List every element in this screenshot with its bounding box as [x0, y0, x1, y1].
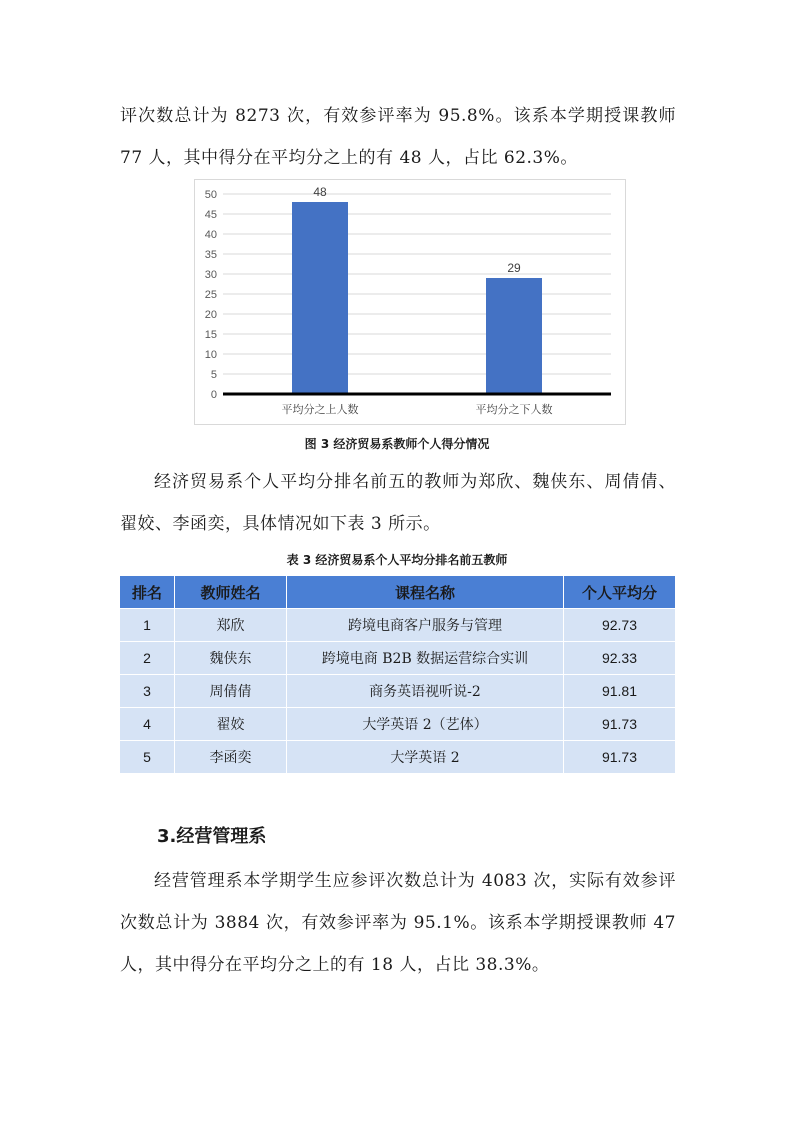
y-tick-label: 20 — [204, 309, 217, 321]
bar-chart-svg — [195, 180, 625, 424]
data-label: 29 — [507, 261, 521, 275]
bar — [292, 202, 348, 394]
table-header-row — [120, 576, 676, 609]
cell-rank: 2 — [120, 642, 175, 675]
paragraph-management-stats: 经营管理系本学期学生应参评次数总计为 4083 次，实际有效参评次数总计为 3884 次，有效参评率为 95.1%。该系本学期授课教师 47 人，其中得分在平均分之上的有 18 人，占比 38.3%。 — [120, 871, 676, 975]
bar — [486, 278, 542, 394]
cell-average-score: 91.73 — [564, 708, 676, 741]
data-label: 48 — [313, 185, 327, 199]
header-course-name: 课程名称 — [287, 576, 564, 609]
y-tick-label: 35 — [204, 249, 217, 261]
y-tick-label: 25 — [204, 289, 217, 301]
cell-average-score: 91.73 — [564, 741, 676, 774]
cell-teacher-name: 郑欣 — [175, 609, 287, 642]
y-tick-label: 5 — [210, 369, 217, 381]
cell-average-score: 92.33 — [564, 642, 676, 675]
cell-teacher-name: 魏侠东 — [175, 642, 287, 675]
cell-rank: 4 — [120, 708, 175, 741]
header-average-score: 个人平均分 — [564, 576, 676, 609]
bar-chart — [194, 179, 626, 425]
cell-rank: 3 — [120, 675, 175, 708]
y-tick-label: 30 — [204, 269, 217, 281]
cell-course-name: 跨境电商 B2B 数据运营综合实训 — [287, 642, 564, 675]
cell-course-name: 商务英语视听说-2 — [287, 675, 564, 708]
cell-rank: 5 — [120, 741, 175, 774]
header-rank: 排名 — [120, 576, 175, 609]
y-tick-label: 10 — [204, 349, 217, 361]
x-category-label: 平均分之下人数 — [475, 404, 553, 416]
x-category-label: 平均分之上人数 — [281, 404, 359, 416]
table-row — [120, 708, 676, 741]
cell-average-score: 91.81 — [564, 675, 676, 708]
y-tick-label: 45 — [204, 209, 217, 221]
cell-teacher-name: 翟姣 — [175, 708, 287, 741]
y-tick-label: 50 — [204, 189, 217, 201]
y-tick-label: 15 — [204, 329, 217, 341]
header-teacher-name: 教师姓名 — [175, 576, 287, 609]
cell-teacher-name: 周倩倩 — [175, 675, 287, 708]
table-row — [120, 675, 676, 708]
table-caption: 表 3 经济贸易系个人平均分排名前五教师 — [286, 553, 508, 567]
y-tick-label: 0 — [210, 389, 217, 401]
table-row — [120, 609, 676, 642]
y-tick-label: 40 — [204, 229, 217, 241]
cell-course-name: 大学英语 2（艺体） — [287, 708, 564, 741]
cell-course-name: 大学英语 2 — [287, 741, 564, 774]
table-row — [120, 642, 676, 675]
paragraph-top-teachers: 经济贸易系个人平均分排名前五的教师为郑欣、魏侠东、周倩倩、翟姣、李函奕，具体情况如下表 3 所示。 — [120, 472, 676, 534]
cell-average-score: 92.73 — [564, 609, 676, 642]
ranking-table — [119, 575, 676, 774]
cell-rank: 1 — [120, 609, 175, 642]
cell-course-name: 跨境电商客户服务与管理 — [287, 609, 564, 642]
paragraph-evaluation-stats: 评次数总计为 8273 次，有效参评率为 95.8%。该系本学期授课教师 77 人，其中得分在平均分之上的有 48 人，占比 62.3%。 — [120, 106, 676, 168]
figure-caption: 图 3 经济贸易系教师个人得分情况 — [304, 437, 490, 451]
table-row — [120, 741, 676, 774]
section-heading: 3.经营管理系 — [157, 826, 267, 847]
cell-teacher-name: 李函奕 — [175, 741, 287, 774]
